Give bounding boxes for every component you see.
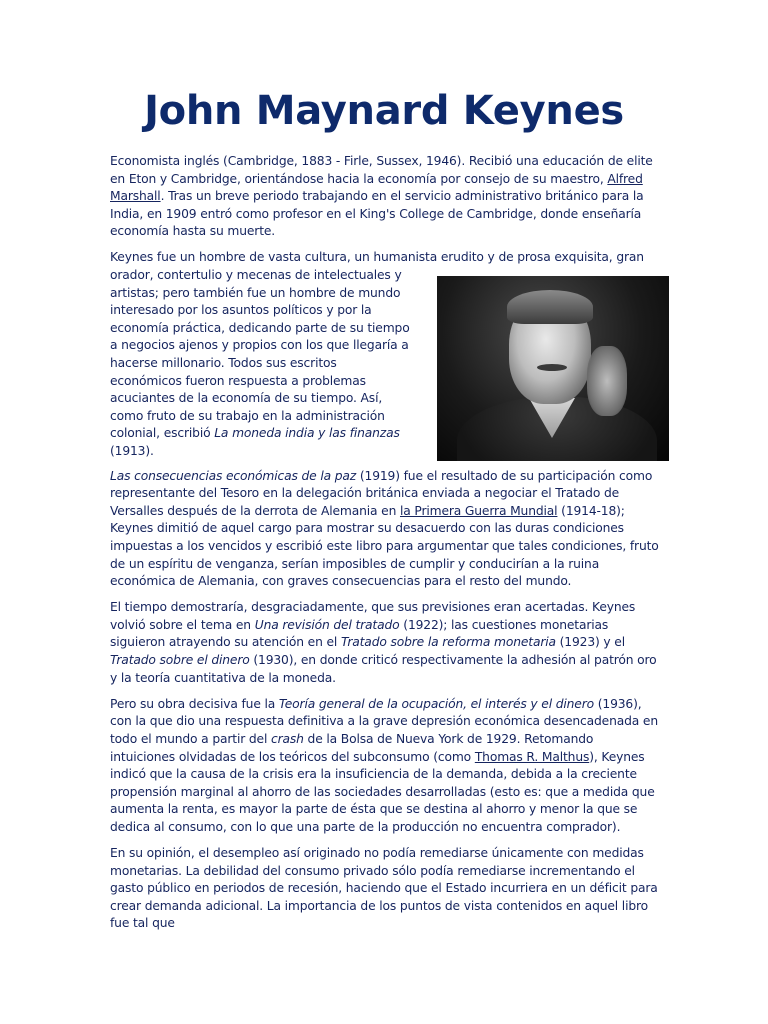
paragraph-text: Pero su obra decisiva fue la	[110, 696, 279, 711]
paragraph-text: (1914-18); Keynes dimitió de aquel cargo para mostrar su desacuerdo con las duras condiciones impuestas a los vencidos y escribió este libro para argumentar que tales condiciones, fruto de un espíritu de venganza, serían imposibles de cumplir y conducirían a la ruina económica de Alemania, con graves consecuencias para el resto del mundo.	[110, 503, 659, 589]
paragraph-text: En su opinión, el desempleo así originado no podía remediarse únicamente con medidas monetarias. La debilidad del consumo privado sólo podía remediarse incrementando el gasto público en periodos de recesión, haciendo que el Estado incurriera en un déficit para crear demanda adicional. La importancia de los puntos de vista contenidos en aquel libro fue tal que	[110, 845, 658, 931]
paragraph-text: Keynes fue un hombre de vasta cultura, un humanista erudito y de prosa exquisita, gran orador,	[110, 250, 644, 283]
book-title: Teoría general de la ocupación, el interés y el dinero	[278, 696, 594, 711]
paragraph-text: El tiempo demostraría, desgraciadamente, que sus previsiones eran acertadas. Keynes volvió sobre el tema en	[110, 600, 636, 632]
paragraph-3	[110, 468, 660, 591]
paragraph-1	[110, 153, 660, 241]
paragraph-5	[110, 696, 660, 837]
book-title: La moneda india y las finanzas	[214, 426, 400, 441]
paragraph-text: (1919) fue el resultado de su participación como representante del Tesoro en la delegación británica enviada a negociar el Tratado de Versalles después de la derrota de Alemania en	[110, 468, 653, 518]
paragraph-6	[110, 845, 660, 933]
link-primera-guerra-mundial[interactable]: la Primera Guerra Mundial	[399, 503, 558, 518]
paragraph-text: . Tras un breve periodo trabajando en el servicio administrativo británico para la India, en 1909 entró como profesor en el King's College de Cambridge, donde enseñaría economía hasta su muerte.	[110, 189, 644, 239]
paragraph-4	[110, 599, 660, 687]
book-title: Una revisión del tratado	[254, 617, 400, 632]
link-thomas-malthus[interactable]: Thomas R. Malthus	[474, 749, 590, 764]
paragraph-text: ), Keynes indicó que la causa de la crisis era la insuficiencia de la demanda, debida a la creciente propensión marginal al ahorro de las sociedades desarrolladas (esto es: que a medida que aumenta la renta, es mayor la parte de ésta que se destina al ahorro y menor la que se dedica al consumo, con lo que una parte de la producción no encuentra comprador).	[110, 749, 655, 834]
paragraph-text: (1913).	[110, 444, 154, 458]
book-title: Las consecuencias económicas de la paz	[110, 468, 357, 483]
paragraph-text: (1922); las cuestiones monetarias siguieron atrayendo su atención en el	[110, 617, 609, 650]
paragraph-text: Economista inglés (Cambridge, 1883 - Firle, Sussex, 1946). Recibió una educación de elite en Eton y Cambridge, orientándose hacia la economía por consejo de su maestro,	[110, 154, 653, 186]
paragraph-text: (1923) y el	[555, 635, 625, 650]
page-title: John Maynard Keynes	[144, 88, 624, 134]
book-title: Tratado sobre la reforma monetaria	[340, 635, 556, 650]
link-alfred-marshall[interactable]: Alfred Marshall	[110, 171, 643, 204]
keynes-portrait-photo	[437, 276, 669, 461]
paragraph-text: de la Bolsa de Nueva York de 1929. Retomando intuiciones olvidadas de los teóricos del subconsumo (como	[110, 731, 594, 764]
emphasis-text: crash	[270, 731, 304, 746]
paragraph-text: contertulio y mecenas de intelectuales y artistas; pero también fue un hombre de mundo interesado por los asuntos políticos y por la economía práctica, dedicando parte de su tiempo a negocios ajenos y propios con los que llegaría a hacerse millonario. Todos sus escritos económicos fueron respuesta a problemas acuciantes de la economía de su tiempo. Así, como fruto de su trabajo en la administración colonial, escribió	[110, 268, 410, 441]
paragraph-text: (1930), en donde criticó respectivamente la adhesión al patrón oro y la teoría cuantitativa de la moneda.	[110, 653, 657, 685]
article-body	[110, 153, 660, 941]
book-title: Tratado sobre el dinero	[110, 653, 250, 668]
paragraph-text: (1936), con la que dio una respuesta definitiva a la grave depresión económica desencadenada en todo el mundo a partir del	[110, 696, 658, 746]
